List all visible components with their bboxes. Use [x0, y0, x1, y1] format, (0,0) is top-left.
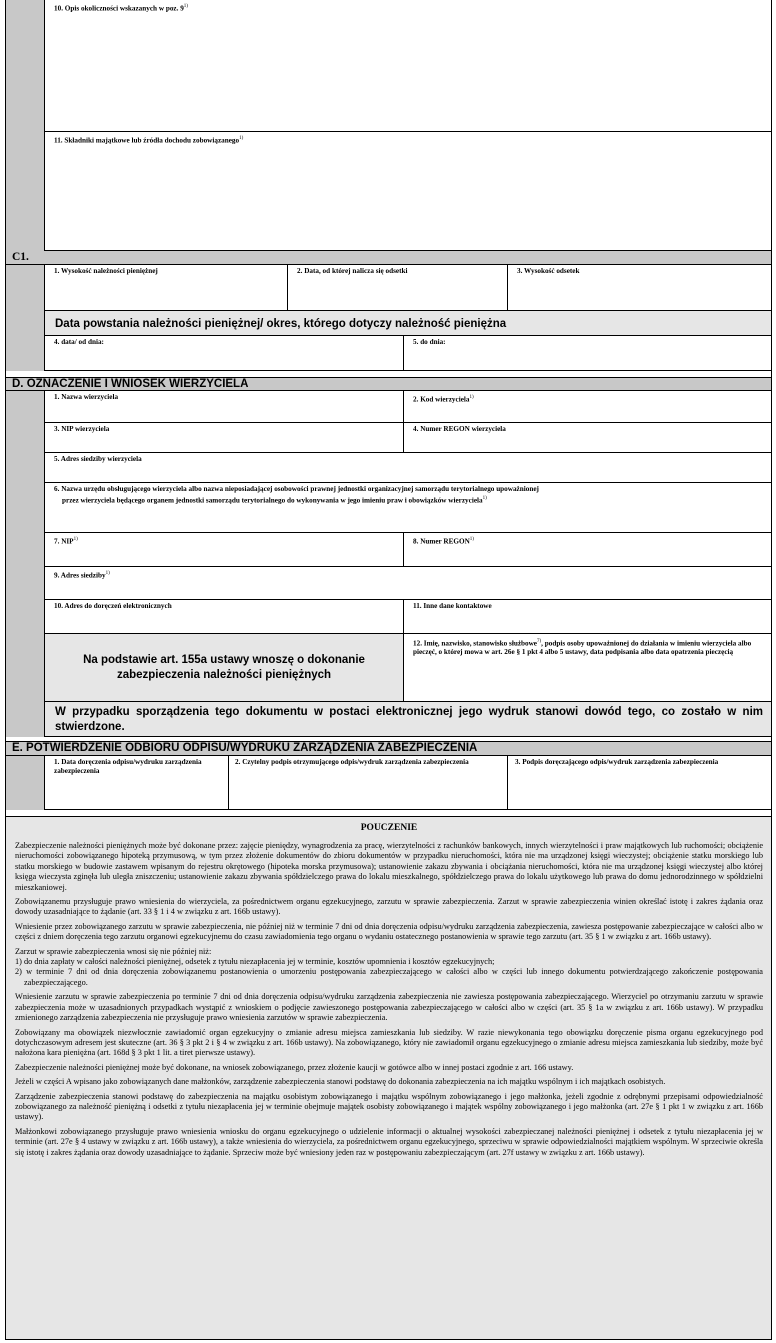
pouczenie-paragraph: Wniesienie przez zobowiązanego zarzutu w sprawie zabezpieczenia, nie później niż w terminie 7 dni od dnia doręczenia odpisu/wydruku zarządzenia zabezpieczenia, zawiesza postępowanie zabezpieczające w całości albo w części z dniem doręczenia tego zarzutu organowi egzekucyjnemu do czasu zawiadomienia tego organu o wydaniu ostatecznego postanowienia w sprawie tego zarzutu (art. 35 § 1 w związku z art. 166b ustawy).: [15, 921, 763, 942]
d-field-5[interactable]: 5. Adres siedziby wierzyciela: [45, 453, 771, 483]
d-field-7[interactable]: 7. NIP$^{1)}$: [45, 533, 404, 567]
pouczenie-title: POUCZENIE: [360, 823, 418, 833]
d-field-12[interactable]: 12. Imię, nazwisko, stanowisko służbowe$^{7)}$, podpis osoby upoważnionej do działania w imieniu wierzyciela albo pieczęć, o której mowa w art. 26e § 1 pkt 4 albo 5 ustawy, data podpisania albo data opatrzenia pieczęcią: [404, 634, 771, 702]
pouczenie-paragraph: Zobowiązanemu przysługuje prawo wniesienia do wierzyciela, za pośrednictwem organu egzekucyjnego, zarzutu w sprawie zabezpieczenia. Zarzut w sprawie zabezpieczenia winien określać istotę i zakres żądania oraz dowody uzasadniające to żądanie (art. 33 § 1 i 4 w związku z art. 166b ustawy).: [15, 897, 763, 917]
d-field-1[interactable]: 1. Nazwa wierzyciela: [45, 391, 404, 423]
pouczenie-paragraph: Małżonkowi zobowiązanego przysługuje prawo wniesienia wniosku do organu egzekucyjnego o udzielenie informacji o aktualnej wysokości zabezpieczanej należności pieniężnej i odsetek z tytułu niezapłacenia jej w terminie (art. 27e § 4 ustawy w związku z art. 166b ustawy), a także wniesienia do wierzyciela, za pośrednictwem organu egzekucyjnego, sprzeciwu w sprawie odpowiedzialności majątkiem wspólnym. W sprzeciwie określa się istotę i zakres żądania oraz dowody uzasadniające to żądanie. Sprzeciw może być wniesiony jeden raz w postępowaniu zabezpieczającym (art. 27f ustawy w związku z art. 166b ustawy).: [15, 1126, 763, 1157]
section-c1-header: C1.: [6, 251, 771, 265]
d-field-3[interactable]: 3. NIP wierzyciela: [45, 423, 404, 453]
c1-margin-bar: [6, 265, 45, 371]
d-field-8[interactable]: 8. Numer REGON$^{1)}$: [404, 533, 771, 567]
pouczenie-list: Zarzut w sprawie zabezpieczenia wnosi się nie później niż: 1) do dnia zapłaty w całości należności pieniężnej, odsetek z tytułu niezapłacenia jej w terminie, kosztów upomnienia i kosztów egzekucyjnych; 2) w terminie 7 dni od dnia doręczenia zobowiązanemu postanowienia o umorzeniu postępowania zabezpieczającego w całości albo w części lub innego dokumentu potwierdzającego zakończenie postępowania zabezpieczającego.: [15, 946, 763, 987]
c1-field-3[interactable]: 3. Wysokość odsetek: [508, 265, 771, 311]
section-d-header: D. OZNACZENIE I WNIOSEK WIERZYCIELA: [6, 377, 771, 391]
pouczenie-paragraph: Zabezpieczenie należności pieniężnych może być dokonane przez: zajęcie pieniędzy, wynagrodzenia za pracę, wierzytelności z rachunków bankowych, innych wierzytelności i praw majątkowych lub ruchomości; obciążenie nieruchomości zobowiązanego hipoteką przymusową, w tym przez złożenie dokumentów do zbioru dokumentów w przypadku nieruchomości, która nie ma urządzonej księgi wieczystej; obciążenie statku morskiego lub statku morskiego w budowie zastawem wpisanym do rejestru okrętowego (hipoteka morska przymusowa); ustanowienie zakazu zbywania i obciążania nieruchomości, która nie ma urządzonej księgi wieczystej albo której księga wieczysta zginęła lub uległa zniszczeniu; ustanowienie zakazu zbywania spółdzielczego prawa do lokalu mieszkalnego, spółdzielczego prawa do lokalu użytkowego lub prawa do domu jednorodzinnego w spółdzielni mieszkaniowej.: [15, 841, 763, 892]
e-margin-bar: [6, 756, 45, 810]
c1-field-2[interactable]: 2. Data, od której nalicza się odsetki: [288, 265, 508, 311]
c1-period-title: Data powstania należności pieniężnej/ okres, którego dotyczy należność pieniężna: [45, 311, 771, 336]
field-11-box[interactable]: 11. Składniki majątkowe lub źródła dochodu zobowiązanego$^{1)}$: [45, 132, 771, 251]
d-field-11[interactable]: 11. Inne dane kontaktowe: [404, 600, 771, 634]
left-margin-bar: [6, 0, 45, 251]
d-request-box: Na podstawie art. 155a ustawy wnoszę o dokonanie zabezpieczenia należności pieniężnych: [45, 634, 404, 702]
c1-field-5[interactable]: 5. do dnia:: [404, 336, 771, 371]
c1-field-4[interactable]: 4. data/ od dnia:: [45, 336, 404, 371]
c1-field-1[interactable]: 1. Wysokość należności pieniężnej: [45, 265, 288, 311]
pouczenie-paragraph: Zobowiązany ma obowiązek niezwłocznie zawiadomić organ egzekucyjny o zmianie adresu miejsca zamieszkania lub siedziby. W razie niewykonania tego obowiązku doręczenie pisma organu egzekucyjnego pod dotychczasowym adresem jest skuteczne (art. 36 § 3 pkt 2 i § 4 w związku z art. 166b ustawy). Na zobowiązanego, który nie zawiadomił organu egzekucyjnego o zmianie adresu miejsca zamieszkania lub siedziby, może być nałożona kara pieniężna (art. 168d § 3 pkt 1 lit. a tiret pierwsze ustawy).: [15, 1027, 763, 1058]
d-field-6[interactable]: 6. Nazwa urzędu obsługującego wierzyciela albo nazwa nieposiadającej osobowości prawnej jednostki organizacyjnej samorządu terytorialnego upoważnionej przez wierzyciela będącego organem jednostki samorządu terytorialnego do wykonywania w jego imieniu praw i obowiązków wierzyciela$^{1)}$: [45, 483, 771, 533]
pouczenie-section: [6, 816, 771, 1339]
d-margin-bar: [6, 391, 45, 737]
e-field-1[interactable]: 1. Data doręczenia odpisu/wydruku zarządzenia zabezpieczenia: [45, 756, 229, 810]
d-electronic-note: W przypadku sporządzenia tego dokumentu w postaci elektronicznej jego wydruk stanowi dowód tego, co zostało w nim stwierdzone.: [45, 702, 771, 737]
section-e-header: E. POTWIERDZENIE ODBIORU ODPISU/WYDRUKU ZARZĄDZENIA ZABEZPIECZENIA: [6, 741, 771, 756]
d-field-10[interactable]: 10. Adres do doręczeń elektronicznych: [45, 600, 404, 634]
pouczenie-paragraph: Wniesienie zarzutu w sprawie zabezpieczenia po terminie 7 dni od dnia doręczenia odpisu/wydruku zarządzenia zabezpieczenia nie zawiesza postępowania zabezpieczającego. Wierzyciel po otrzymaniu zarzutu w sprawie zabezpieczenia może w uzasadnionych przypadkach wystąpić z wnioskiem o podjęcie zawieszonego postępowania zabezpieczającego w całości albo w części (art. 35 § 1a w związku z art. 166b ustawy). W przypadku zmienionego zarządzenia zabezpieczenia nie przysługuje prawo wniesienia zarzutów w sprawie zabezpieczenia.: [15, 992, 763, 1023]
pouczenie-paragraph: Zabezpieczenie należności pieniężnej może być dokonane, na wniosek zobowiązanego, przez złożenie kaucji w gotówce albo w innej postaci zgodnie z art. 166 ustawy.: [15, 1062, 574, 1072]
field-10-box[interactable]: 10. Opis okoliczności wskazanych w poz. 9$^{1)}$: [45, 0, 771, 132]
d-field-4[interactable]: 4. Numer REGON wierzyciela: [404, 423, 771, 453]
e-field-3[interactable]: 3. Podpis doręczającego odpis/wydruk zarządzenia zabezpieczenia: [508, 756, 771, 810]
e-field-2[interactable]: 2. Czytelny podpis otrzymującego odpis/wydruk zarządzenia zabezpieczenia: [229, 756, 508, 810]
d-field-2[interactable]: 2. Kod wierzyciela$^{1)}$: [404, 391, 771, 423]
field-10-label: 10. Opis okoliczności wskazanych w poz. 9: [54, 4, 184, 13]
d-field-9[interactable]: 9. Adres siedziby$^{1)}$: [45, 567, 771, 600]
pouczenie-paragraph: Jeżeli w części A wpisano jako zobowiązanych dane małżonków, zarządzenie zabezpieczenia stanowi podstawę do dokonania zabezpieczenia na ich majątku wspólnym i ich majątkach osobistych.: [15, 1077, 666, 1087]
pouczenie-paragraph: Zarządzenie zabezpieczenia stanowi podstawę do zabezpieczenia na majątku osobistym zobowiązanego i majątku wspólnym zobowiązanego i jego małżonka, jeżeli zgodnie z odrębnymi przepisami odpowiedzialność zobowiązanego za należność pieniężną i odsetki z tytułu niezapłacenia jej w terminie obejmuje majątek osobisty zobowiązanego i majątek wspólny zobowiązanego i jego małżonka (art. 27e § 1 pkt 1 w związku z art. 166b ustawy).: [15, 1091, 763, 1122]
field-11-label: 11. Składniki majątkowe lub źródła dochodu zobowiązanego: [54, 136, 240, 145]
